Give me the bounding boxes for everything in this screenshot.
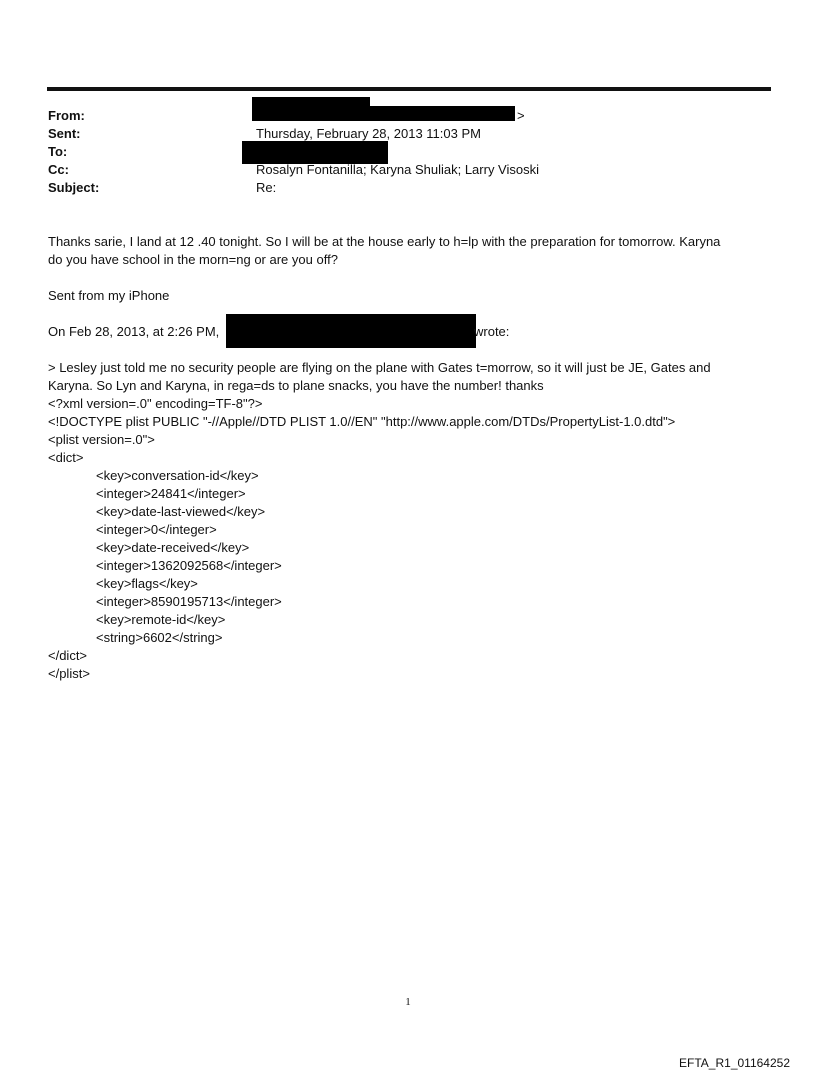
subject-label: Subject:	[48, 180, 100, 195]
xml-line: <key>conversation-id</key>	[96, 468, 259, 483]
page-number: 1	[405, 996, 411, 1008]
cc-label: Cc:	[48, 162, 69, 177]
from-redaction-2	[252, 106, 515, 121]
cc-value: Rosalyn Fontanilla; Karyna Shuliak; Larry Visoski	[256, 162, 540, 177]
xml-line: </dict>	[48, 648, 88, 663]
quoted-line: > Lesley just told me no security people are flying on the plane with Gates t=morrow, so it will just be JE, Gates and	[48, 360, 711, 375]
quote-attribution-prefix: On Feb 28, 2013, at 2:26 PM,	[48, 324, 220, 339]
quote-sender-redaction	[226, 314, 476, 348]
subject-value: Re:	[256, 180, 277, 195]
signature: Sent from my iPhone	[48, 288, 170, 303]
xml-line: <integer>24841</integer>	[96, 486, 246, 501]
body-line: do you have school in the morn=ng or are you off?	[48, 252, 338, 267]
xml-line: <integer>0</integer>	[96, 522, 217, 537]
body-line: Thanks sarie, I land at 12 .40 tonight. So I will be at the house early to h=lp with the preparation for tomorrow. Karyna	[48, 234, 721, 249]
sent-value: Thursday, February 28, 2013 11:03 PM	[256, 126, 481, 141]
xml-line: <integer>1362092568</integer>	[96, 558, 282, 573]
xml-line: <dict>	[48, 450, 84, 465]
from-label: From:	[48, 108, 85, 123]
xml-line: </plist>	[48, 666, 90, 681]
xml-line: <!DOCTYPE plist PUBLIC "-//Apple//DTD PLIST 1.0//EN" "http://www.apple.com/DTDs/PropertyList-1.0.dtd">	[48, 414, 676, 429]
xml-line: <string>6602</string>	[96, 630, 223, 645]
xml-line: <key>date-received</key>	[96, 540, 250, 555]
xml-line: <key>remote-id</key>	[96, 612, 226, 627]
header-rule	[47, 87, 771, 91]
xml-line: <key>date-last-viewed</key>	[96, 504, 266, 519]
xml-line: <?xml version=.0" encoding=TF-8"?>	[48, 396, 263, 411]
to-label: To:	[48, 144, 68, 159]
xml-line: <integer>8590195713</integer>	[96, 594, 282, 609]
sent-label: Sent:	[48, 126, 81, 141]
quoted-line: Karyna. So Lyn and Karyna, in rega=ds to plane snacks, you have the number! thanks	[48, 378, 544, 393]
from-suffix: >	[517, 108, 525, 123]
xml-line: <plist version=.0">	[48, 432, 155, 447]
document-id: EFTA_R1_01164252	[679, 1056, 790, 1070]
xml-line: <key>flags</key>	[96, 576, 198, 591]
quote-attribution-suffix: wrote:	[474, 324, 510, 339]
